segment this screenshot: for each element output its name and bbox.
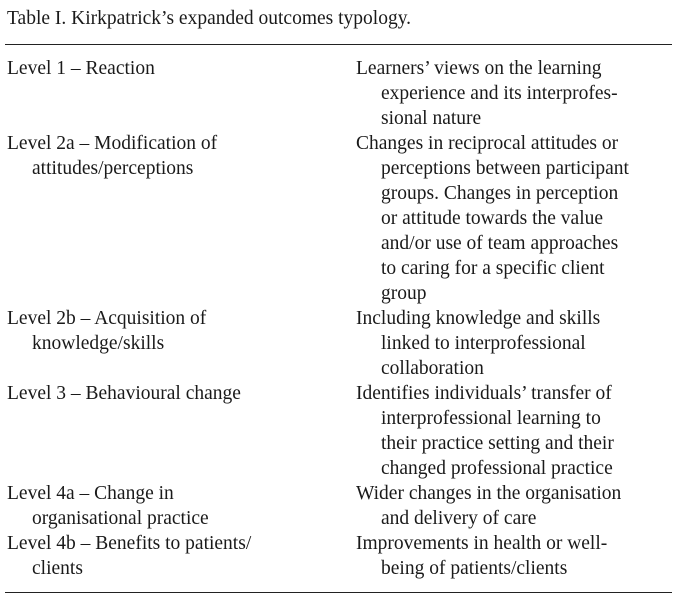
table-row (0, 531, 678, 581)
description-cell: Including knowledge and skills linked to interprofessional collaboration (356, 308, 601, 379)
table-row (0, 381, 678, 481)
description-cell: Learners’ views on the learning experience and its interprofes- sional nature (356, 58, 618, 129)
table-row (0, 306, 678, 381)
level-cell: Level 4b – Benefits to patients/ clients (7, 533, 252, 579)
level-cell: Level 2b – Acquisition of knowledge/skills (7, 308, 207, 354)
table-bottom-rule (5, 592, 672, 593)
description-cell: Changes in reciprocal attitudes or perceptions between participant groups. Changes in perception or attitude towards the value and/or use of team approaches to caring for a specific client group (356, 133, 629, 304)
table-caption: Table I. Kirkpatrick’s expanded outcomes typology. (7, 8, 412, 29)
description-cell: Improvements in health or well- being of patients/clients (356, 533, 608, 579)
table-row (0, 131, 678, 306)
table-row (0, 56, 678, 131)
level-cell: Level 2a – Modification of attitudes/perceptions (7, 133, 218, 179)
table-top-rule (5, 44, 672, 45)
table-row (0, 481, 678, 531)
outcomes-table (0, 56, 678, 581)
level-cell: Level 3 – Behavioural change (7, 383, 241, 404)
level-cell: Level 1 – Reaction (7, 58, 155, 79)
description-cell: Wider changes in the organisation and delivery of care (356, 483, 622, 529)
description-cell: Identifies individuals’ transfer of interprofessional learning to their practice setting and their changed professional practice (356, 383, 614, 479)
level-cell: Level 4a – Change in organisational practice (7, 483, 209, 529)
